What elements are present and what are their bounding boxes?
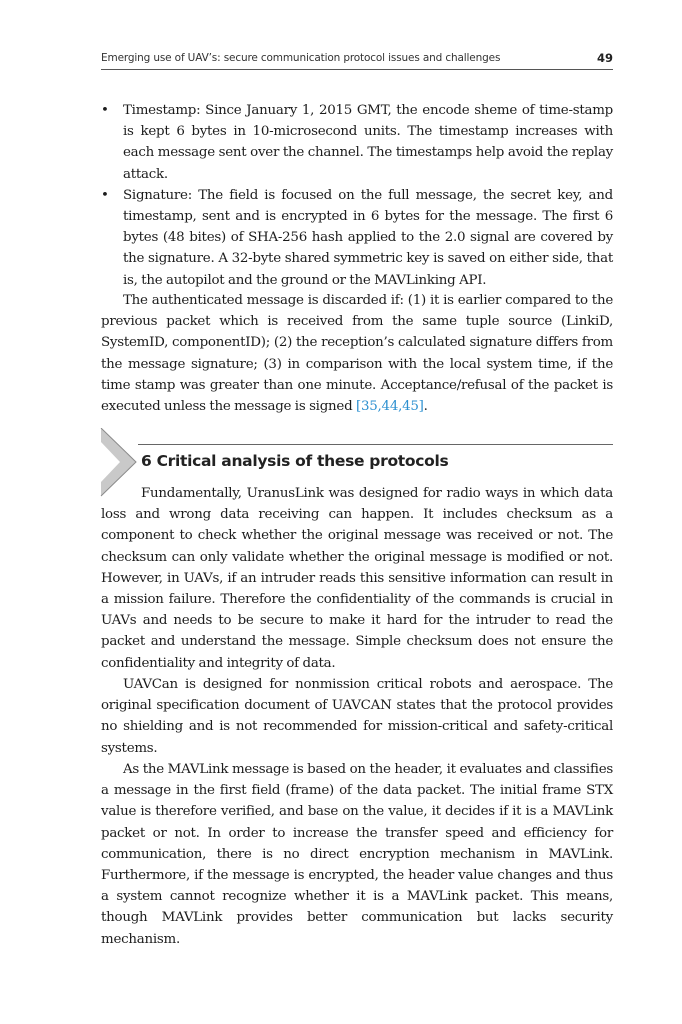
page-number: 49 — [596, 51, 613, 65]
paragraph-uavcan: UAVCan is designed for nonmission critical robots and aerospace. The original specification document of UAVCAN states that the protocol provides no shielding and is not recommended for mission-critical and safety-critical systems. — [101, 677, 613, 756]
running-header — [101, 50, 613, 70]
bullet-marker: • — [101, 103, 109, 118]
section-rule — [138, 444, 613, 445]
bullet-text: Signature: The field is focused on the full message, the secret key, and timestamp, sent and is encrypted in 6 bytes for the message. The first 6 bytes (48 bites) of SHA-256 hash applied to the 2.0 signal are covered by the signature. A 32-byte shared symmetric key is saved on either side, that is, the autopilot and the ground or the MAVLinking API. — [123, 187, 613, 288]
bullet-marker: • — [101, 187, 109, 203]
auth-paragraph — [101, 290, 613, 417]
auth-paragraph-text: The authenticated message is discarded if: (1) it is earlier compared to the previous packet which is received from the same tuple source (LinkiD, SystemID, componentID); (2) the reception’s calculated signature differs from the message signature; (3) in comparison with the local system time, if the time stamp was greater than one minute. Acceptance/refusal of the packet is executed unless the message is signed — [101, 293, 613, 415]
bullet-text: Timestamp: Since January 1, 2015 GMT, the encode sheme of time-stamp is kept 6 bytes in 10-microsecond units. The timestamp increases with each message sent over the channel. The timestamps help avoid the replay attack. — [123, 103, 613, 182]
auth-paragraph-end: . — [423, 399, 428, 415]
bullet-item-timestamp — [101, 100, 613, 185]
paragraph-uranuslink: Fundamentally, UranusLink was designed for radio ways in which data loss and wrong data receiving can happen. It includes checksum as a component to check whether the original message was received or not. The checksum can only validate whether the original message is modified or not. However, in UAVs, if an intruder reads this sensitive information can result in a mission failure. Therefore the confidentiality of the commands is crucial in UAVs and needs to be secure to make it hard for the intruder to read the packet and understand the message. Simple checksum does not ensure the confidentiality and integrity of data. — [101, 486, 613, 671]
paragraph-mavlink: As the MAVLink message is based on the header, it evaluates and classifies a message in the first field (frame) of the data packet. The initial frame STX value is therefore verified, and base on the value, it decides if it is a MAVLink packet or not. In order to increase the transfer speed and efficiency for communication, there is no direct encryption mechanism in MAVLink. Furthermore, if the message is encrypted, the header value changes and thus a system cannot recognize whether it is a MAVLink packet. This means, though MAVLink provides better communication but lacks security mechanism. — [101, 762, 613, 947]
bullet-item-signature — [101, 185, 613, 291]
citation-link[interactable]: [35,44,45] — [356, 399, 424, 415]
running-title: Emerging use of UAV’s: secure communication protocol issues and challenges — [101, 52, 501, 64]
section-title: 6 Critical analysis of these protocols — [141, 452, 449, 470]
bullet-list — [101, 100, 613, 291]
